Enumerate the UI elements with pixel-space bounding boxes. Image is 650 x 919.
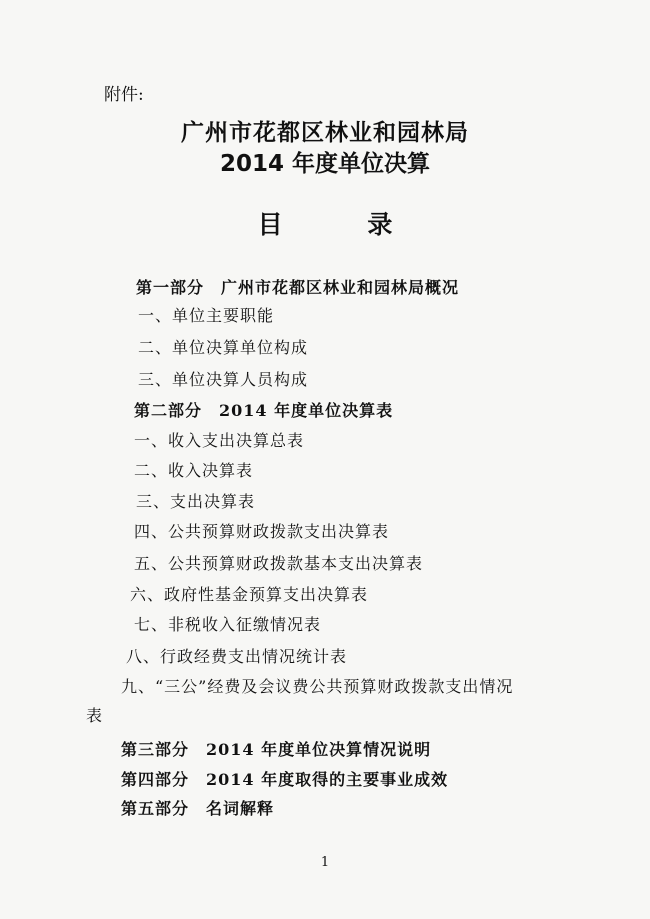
toc-item: 三、单位决算人员构成 — [138, 370, 309, 389]
toc-part-4: 第四部分 2014 年度取得的主要事业成效 — [121, 770, 449, 789]
toc-part-2: 第二部分 2014 年度单位决算表 — [134, 401, 394, 420]
document-title-line-1: 广州市花都区林业和园林局 — [181, 120, 469, 146]
toc-item: 二、收入决算表 — [134, 461, 254, 480]
toc-part-3: 第三部分 2014 年度单位决算情况说明 — [121, 740, 432, 759]
toc-item: 九、“三公”经费及会议费公共预算财政拨款支出情况 — [121, 677, 514, 696]
toc-item: 六、政府性基金预算支出决算表 — [130, 585, 369, 604]
toc-item: 五、公共预算财政拨款基本支出决算表 — [134, 554, 424, 573]
toc-part-1: 第一部分 广州市花都区林业和园林局概况 — [136, 278, 460, 297]
attachment-label: 附件: — [104, 85, 144, 105]
toc-item: 八、行政经费支出情况统计表 — [126, 647, 348, 666]
page-number: 1 — [320, 855, 330, 870]
toc-item: 四、公共预算财政拨款支出决算表 — [134, 522, 390, 541]
toc-item: 七、非税收入征缴情况表 — [134, 615, 322, 634]
toc-heading: 目 录 — [257, 210, 431, 239]
toc-item: 二、单位决算单位构成 — [138, 338, 309, 357]
toc-item: 一、收入支出决算总表 — [134, 431, 305, 450]
toc-item-wrap: 表 — [86, 706, 103, 725]
toc-item: 一、单位主要职能 — [138, 306, 275, 325]
toc-item: 三、支出决算表 — [136, 492, 256, 511]
document-title-line-2: 2014 年度单位决算 — [219, 151, 431, 177]
toc-part-5: 第五部分 名词解释 — [121, 799, 275, 818]
